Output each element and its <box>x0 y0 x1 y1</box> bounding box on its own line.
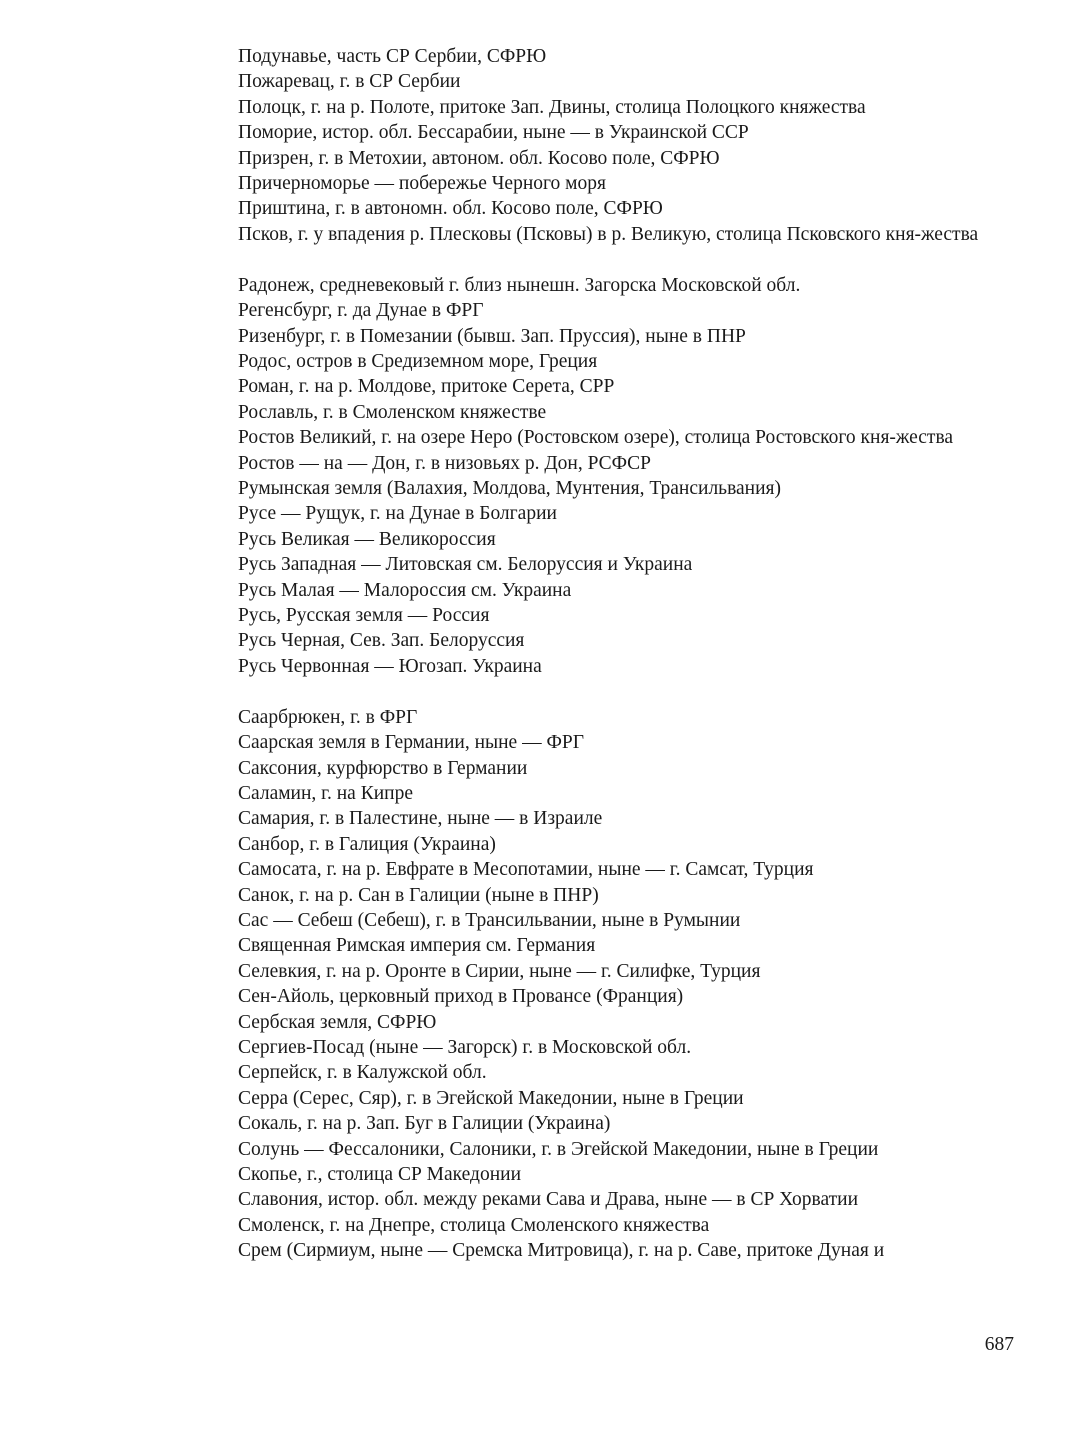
list-entry: Пожаревац, г. в СР Сербии <box>238 71 461 93</box>
list-entry-continued: Срем (Сирмиум, ныне — Сремска Митровица), г. на р. Саве, притоке Дуная и <box>238 1240 885 1262</box>
list-entry: Саарбрюкен, г. в ФРГ <box>238 706 418 728</box>
list-entry: Русь Западная — Литовская см. Белоруссия и Украина <box>238 554 693 576</box>
list-entry: Поморие, истор. обл. Бессарабии, ныне — в Украинской ССР <box>238 122 749 144</box>
list-entry: Сас — Себеш (Себеш), г. в Трансильвании, ныне в Румынии <box>238 910 741 931</box>
list-entry: Русе — Рущук, г. на Дунае в Болгарии <box>238 503 557 525</box>
list-entry: Санок, г. на р. Сан в Галиции (ныне в ПНР) <box>238 884 599 906</box>
list-entry: Рославль, г. в Смоленском княжестве <box>238 401 547 423</box>
section-s <box>238 705 1014 1264</box>
list-entry: Причерноморье — побережье Черного моря <box>238 173 606 195</box>
list-entry: Приштина, г. в автономн. обл. Косово поле, СФРЮ <box>238 198 663 220</box>
list-entry: Призрен, г. в Метохии, автоном. обл. Косово поле, СФРЮ <box>238 147 720 169</box>
list-entry: Славония, истор. обл. между реками Сава и Драва, ныне — в СР Хорватии <box>238 1189 859 1211</box>
list-entry: Смоленск, г. на Днепре, столица Смоленского княжества <box>238 1214 710 1236</box>
list-entry: Самария, г. в Палестине, ныне — в Израиле <box>238 808 603 830</box>
list-entry: Сербская земля, СФРЮ <box>238 1011 437 1033</box>
list-entry: Регенсбург, г. да Дунае в ФРГ <box>238 300 484 322</box>
section-r <box>238 273 1014 680</box>
list-entry: Сокаль, г. на р. Зап. Буг в Галиции (Украина) <box>238 1113 611 1135</box>
list-entry-wrapped: Псков, г. у впадения р. Плесковы (Псковы) в р. Великую, столица Псковского кня-жества <box>238 223 979 245</box>
list-entry: Саламин, г. на Кипре <box>238 782 413 804</box>
list-entry: Русь Великая — Великороссия <box>238 528 496 550</box>
list-entry: Самосата, г. на р. Евфрате в Месопотамии, ныне — г. Самсат, Турция <box>238 859 814 881</box>
list-entry: Серпейск, г. в Калужской обл. <box>238 1062 487 1084</box>
list-entry: Сен-Айоль, церковный приход в Провансе (Франция) <box>238 986 684 1008</box>
list-entry: Румынская земля (Валахия, Молдова, Мунтения, Трансильвания) <box>238 478 782 499</box>
list-entry: Подунавье, часть СР Сербии, СФРЮ <box>238 46 547 67</box>
list-entry: Русь Червонная — Югозап. Украина <box>238 655 542 677</box>
list-entry: Санбор, г. в Галиция (Украина) <box>238 833 496 855</box>
list-entry: Саксония, курфюрство в Германии <box>238 757 528 779</box>
list-entry: Серра (Серес, Сяр), г. в Эгейской Македонии, ныне в Греции <box>238 1087 744 1109</box>
page-number: 687 <box>984 1334 1014 1355</box>
section-p <box>238 44 1014 247</box>
list-entry: Роман, г. на р. Молдове, притоке Серета, СРР <box>238 376 615 398</box>
list-entry: Русь Малая — Малороссия см. Украина <box>238 579 572 601</box>
list-entry: Полоцк, г. на р. Полоте, притоке Зап. Двины, столица Полоцкого княжества <box>238 96 866 118</box>
list-entry: Священная Римская империя см. Германия <box>238 935 596 957</box>
list-entry: Русь Черная, Сев. Зап. Белоруссия <box>238 630 525 652</box>
list-entry: Скопье, г., столица СР Македонии <box>238 1164 522 1186</box>
list-entry-wrapped: Ростов Великий, г. на озере Неро (Ростовском озере), столица Ростовского кня-жества <box>238 427 954 449</box>
list-entry: Родос, остров в Средиземном море, Греция <box>238 350 598 372</box>
list-entry: Русь, Русская земля — Россия <box>238 605 490 627</box>
list-entry: Селевкия, г. на р. Оронте в Сирии, ныне — г. Силифке, Турция <box>238 960 761 982</box>
list-entry: Ростов — на — Дон, г. в низовьях р. Дон, РСФСР <box>238 452 651 474</box>
list-entry: Радонеж, средневековый г. близ нынешн. Загорска Московской обл. <box>238 274 801 296</box>
list-entry: Ризенбург, г. в Помезании (бывш. Зап. Пруссия), ныне в ПНР <box>238 325 746 347</box>
list-entry: Солунь — Фессалоники, Салоники, г. в Эгейской Македонии, ныне в Греции <box>238 1138 879 1160</box>
gazetteer-list <box>238 44 1014 1264</box>
list-entry: Саарская земля в Германии, ныне — ФРГ <box>238 732 584 754</box>
list-entry: Сергиев-Посад (ныне — Загорск) г. в Московской обл. <box>238 1037 692 1059</box>
